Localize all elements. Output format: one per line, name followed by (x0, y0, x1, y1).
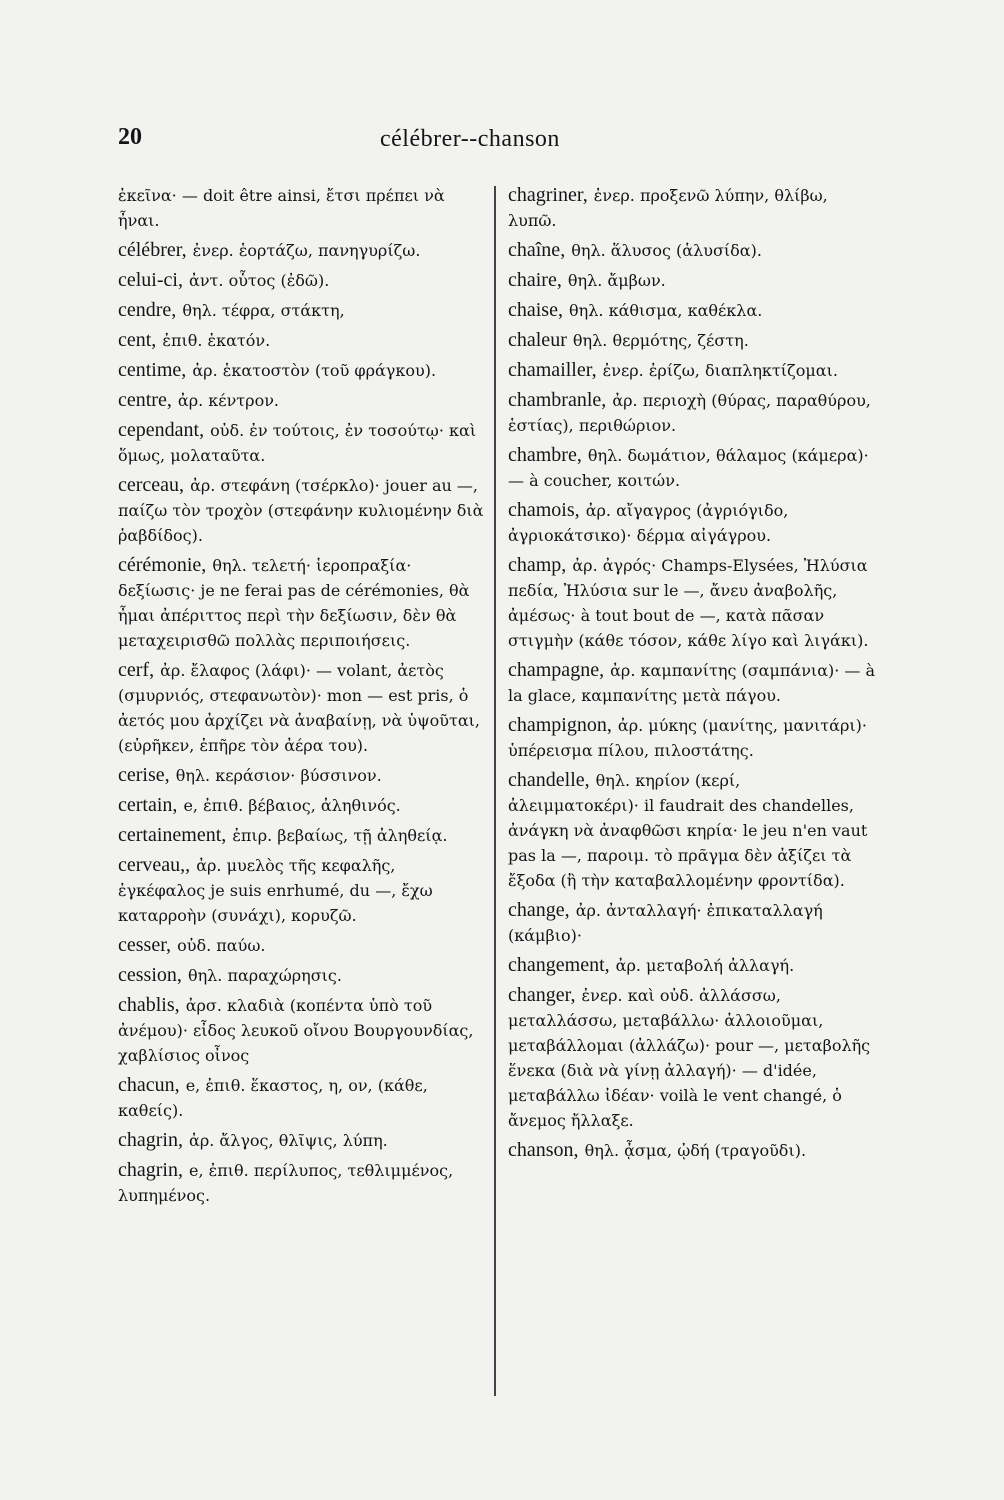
definition: θηλ. ᾆσμα, ᾠδή (τραγοῦδι). (584, 1141, 807, 1160)
headword: cerise, (118, 764, 170, 786)
dictionary-entry (508, 553, 876, 653)
headword: chandelle, (508, 769, 590, 791)
definition: ἀρ. ἑκατοστὸν (τοῦ φράγκου). (192, 361, 437, 380)
headword: chamois, (508, 499, 580, 521)
dictionary-entry (508, 498, 876, 548)
dictionary-entry (118, 933, 486, 958)
definition: θηλ. ἅλυσος (ἁλυσίδα). (571, 241, 762, 260)
headword: chagrin, (118, 1129, 183, 1151)
definition: ἐπιθ. ἑκατόν. (162, 331, 271, 350)
dictionary-entry (508, 1138, 876, 1163)
definition: ἀντ. οὗτος (ἐδῶ). (189, 271, 330, 290)
dictionary-entry (508, 298, 876, 323)
dictionary-entry (508, 328, 876, 353)
headword: chaîne, (508, 239, 566, 261)
definition: ἀρ. αἴγαγρος (ἀγριόγιδο, ἀγριοκάτσικο)· δέρμα αἰγάγρου. (508, 501, 789, 545)
definition: ἀρ. στεφάνη (τσέρκλο)· jouer au —, παίζω τὸν τροχὸν (στεφάνην κυλιομένην διὰ ῥαβδίδος). (118, 476, 484, 545)
headword: chambre, (508, 444, 582, 466)
dictionary-entry (118, 1073, 486, 1123)
dictionary-entry (118, 268, 486, 293)
headword: chaleur (508, 329, 567, 351)
page-header (118, 124, 878, 164)
dictionary-entry (508, 658, 876, 708)
dictionary-entry (118, 763, 486, 788)
definition: ἀρ. ἀνταλλαγή· ἐπικαταλλαγή (κάμβιο)· (508, 901, 823, 945)
headword: certainement, (118, 824, 227, 846)
definition: θηλ. τέφρα, στάκτη, (182, 301, 345, 320)
definition: e, ἐπιθ. ἕκαστος, η, ον, (κάθε, καθείς). (118, 1076, 428, 1120)
running-head: célébrer--chanson (380, 126, 560, 152)
headword: cerveau,, (118, 854, 191, 876)
headword: changement, (508, 954, 610, 976)
headword: chanson, (508, 1139, 579, 1161)
definition: ἀρ. μυελὸς τῆς κεφαλῆς, ἐγκέφαλος je suis enrhumé, du —, ἔχω καταρροὴν (συνάχι), κορυζῶ. (118, 856, 433, 925)
dictionary-entry (508, 768, 876, 893)
headword: cent, (118, 329, 157, 351)
dictionary-entry (508, 268, 876, 293)
dictionary-entry (508, 953, 876, 978)
definition: ἐνερ. ἑορτάζω, πανηγυρίζω. (192, 241, 421, 260)
headword: champ, (508, 554, 567, 576)
dictionary-entry (508, 388, 876, 438)
headword: cérémonie, (118, 554, 207, 576)
headword: cession, (118, 964, 182, 986)
definition: θηλ. παραχώρησις. (187, 966, 342, 985)
headword: cesser, (118, 934, 172, 956)
headword: celui-ci, (118, 269, 183, 291)
definition: θηλ. δωμάτιον, θάλαμος (κάμερα)· — à coucher, κοιτών. (508, 446, 869, 490)
headword: cerceau, (118, 474, 185, 496)
definition: ἀρ. ἄλγος, θλῖψις, λύπη. (189, 1131, 388, 1150)
definition: ἐνερ. ἐρίζω, διαπληκτίζομαι. (602, 361, 838, 380)
definition: οὐδ. παύω. (177, 936, 266, 955)
dictionary-entry (118, 553, 486, 653)
definition: e, ἐπιθ. περίλυπος, τεθλιμμένος, λυπημένος. (118, 1161, 454, 1205)
headword: cependant, (118, 419, 205, 441)
definition: e, ἐπιθ. βέβαιος, ἀληθινός. (183, 796, 401, 815)
headword: cerf, (118, 659, 155, 681)
definition: ἀρ. κέντρον. (177, 391, 280, 410)
dictionary-entry (118, 823, 486, 848)
headword: chaise, (508, 299, 563, 321)
headword: chacun, (118, 1074, 180, 1096)
definition: θηλ. κηρίον (κερί, ἀλειμματοκέρι)· il faudrait des chandelles, ἀνάγκη νὰ ἀναφθῶσι κηρία· le jeu n'en vaut pas la —, παροιμ. τὸ πρᾶγμα δὲν ἀξίζει τὰ ἔξοδα (ἢ τὴν καταβαλλομένην φροντίδα). (508, 771, 868, 890)
headword: change, (508, 899, 570, 921)
definition: ἀρσ. κλαδιὰ (κοπέντα ὑπὸ τοῦ ἀνέμου)· εἶδος λευκοῦ οἴνου Βουργουνδίας, χαβλίσιος οἶνος (118, 996, 474, 1065)
headword: changer, (508, 984, 576, 1006)
dictionary-entry (118, 1128, 486, 1153)
definition: ἀρ. ἔλαφος (λάφι)· — volant, ἀετὸς (σμυρνιός, στεφανωτὸν)· mon — est pris, ὁ ἀετός μου ἀρχίζει νὰ ἀναβαίνῃ, νὰ ὑψοῦται, (εὐρῆκεν, ἐπῆρε τὸν ἀέρα του). (118, 661, 480, 755)
headword: centre, (118, 389, 172, 411)
headword: chambranle, (508, 389, 607, 411)
dictionary-entry (118, 298, 486, 323)
left-column (118, 183, 486, 1213)
headword: célébrer, (118, 239, 187, 261)
dictionary-entry (118, 388, 486, 413)
headword: chagrin, (118, 1159, 183, 1181)
headword: champignon, (508, 714, 612, 736)
dictionary-entry (508, 183, 876, 233)
dictionary-entry (118, 328, 486, 353)
definition: ἀρ. μύκης (μανίτης, μανιτάρι)· ὑπέρεισμα πίλου, πιλοστάτης. (508, 716, 867, 760)
dictionary-entry (118, 1158, 486, 1208)
dictionary-entry (118, 658, 486, 758)
dictionary-entry (508, 713, 876, 763)
dictionary-entry (118, 853, 486, 928)
definition: οὐδ. ἐν τούτοις, ἐν τοσούτῳ· καὶ ὅμως, μολαταῦτα. (118, 421, 477, 465)
dictionary-entry (118, 238, 486, 263)
definition: ἀρ. καμπανίτης (σαμπάνια)· — à la glace, καμπανίτης μετὰ πάγου. (508, 661, 876, 705)
dictionary-entry (118, 473, 486, 548)
headword: cendre, (118, 299, 177, 321)
dictionary-entry (118, 993, 486, 1068)
dictionary-entry (508, 983, 876, 1133)
definition: θηλ. ἄμβων. (567, 271, 666, 290)
definition: ἐπιρ. βεβαίως, τῇ ἀληθείᾳ. (232, 826, 448, 845)
dictionary-entry (118, 793, 486, 818)
right-column (508, 183, 876, 1168)
headword: chamailler, (508, 359, 597, 381)
definition: θηλ. θερμότης, ζέστη. (572, 331, 749, 350)
definition: θηλ. κάθισμα, καθέκλα. (569, 301, 763, 320)
headword: centime, (118, 359, 187, 381)
headword: chablis, (118, 994, 180, 1016)
dictionary-entry (508, 238, 876, 263)
dictionary-entry (118, 358, 486, 383)
headword: chagriner, (508, 184, 588, 206)
definition: ἀρ. περιοχὴ (θύρας, παραθύρου, ἑστίας), περιθώριον. (508, 391, 871, 435)
headword: certain, (118, 794, 178, 816)
definition: ἐνερ. καὶ οὐδ. ἀλλάσσω, μεταλλάσσω, μεταβάλλω· ἀλλοιοῦμαι, μεταβάλλομαι (ἀλλάζω)· pour —, μεταβολῆς ἕνεκα (διὰ νὰ γίνῃ ἀλλαγή)· — d'idée, μεταβάλλω ἰδέαν· voilà le vent changé, ὁ ἄνεμος ἤλλαξε. (508, 986, 871, 1130)
dictionary-entry (118, 418, 486, 468)
definition: θηλ. κεράσιον· βύσσινον. (175, 766, 382, 785)
definition: ἀρ. ἀγρός· Champs-Elysées, Ἠλύσια πεδία, Ἠλύσια sur le —, ἄνευ ἀναβολῆς, ἀμέσως· à tout bout de —, κατὰ πᾶσαν στιγμὴν (κάθε τόσον, κάθε λίγο καὶ λιγάκι). (508, 556, 869, 650)
dictionary-entry (118, 963, 486, 988)
definition: ἀρ. μεταβολή ἀλλαγή. (615, 956, 795, 975)
dictionary-entry (508, 898, 876, 948)
column-divider (494, 186, 496, 1396)
definition: θηλ. τελετή· ἱεροπραξία· δεξίωσις· je ne ferai pas de cérémonies, θὰ ἦμαι ἀπέριττος περὶ τὴν δεξίωσιν, δὲν θὰ μεταχειρισθῶ πολλὰς περιποιήσεις. (118, 556, 470, 650)
dictionary-entry (508, 358, 876, 383)
headword: champagne, (508, 659, 605, 681)
headword: chaire, (508, 269, 562, 291)
dictionary-entry (118, 183, 486, 233)
page-number: 20 (118, 124, 142, 150)
definition: ἐνερ. προξενῶ λύπην, θλίβω, λυπῶ. (508, 186, 828, 230)
dictionary-entry (508, 443, 876, 493)
definition: ἐκεῖνα· — doit être ainsi, ἔτσι πρέπει νὰ ἦναι. (118, 186, 445, 230)
